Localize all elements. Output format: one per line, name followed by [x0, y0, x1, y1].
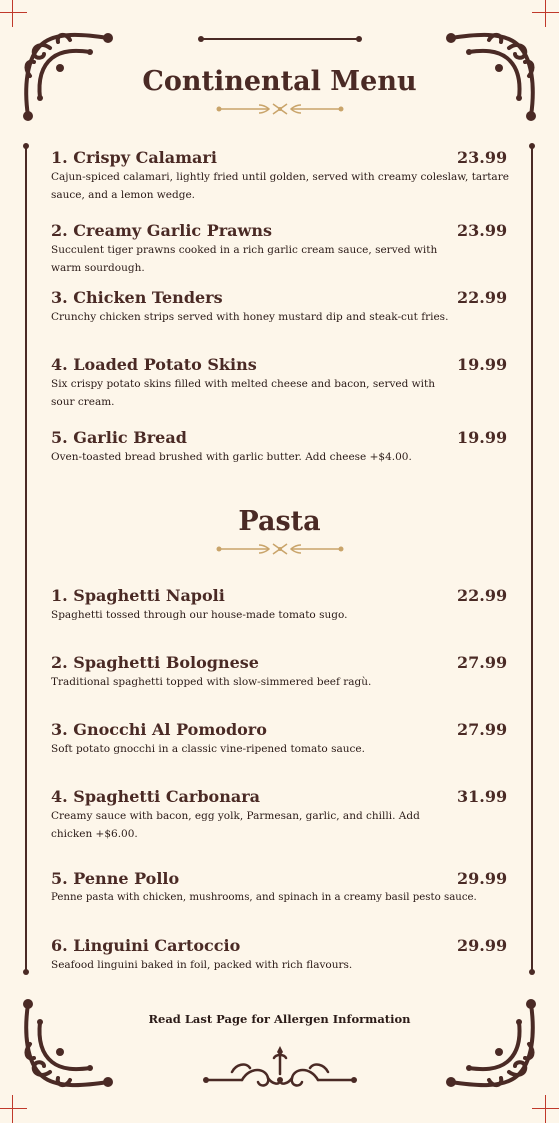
section-title-pasta: Pasta	[238, 506, 321, 537]
item-description: Crunchy chicken strips served with honey mustard dip and steak-cut fries.	[51, 311, 449, 323]
item-price: 19.99	[457, 428, 508, 447]
right-border-line	[531, 146, 533, 972]
item-description: Succulent tiger prawns cooked in a rich garlic cream sauce, served with warm sourdough.	[51, 244, 438, 274]
allergen-note: Read Last Page for Allergen Information	[148, 1012, 411, 1026]
crop-mark-top-left	[0, 0, 27, 27]
item-description: Penne pasta with chicken, mushrooms, and spinach in a creamy basil pesto sauce.	[51, 892, 477, 903]
item-price: 22.99	[457, 288, 508, 307]
item-description: Six crispy potato skins filled with melted cheese and bacon, served with sour cream.	[51, 378, 435, 408]
item-price: 31.99	[457, 787, 508, 806]
item-price: 23.99	[457, 221, 508, 240]
top-rule	[201, 38, 359, 40]
item-description: Seafood linguini baked in foil, packed with rich flavours.	[51, 959, 353, 971]
corner-flourish-icon	[20, 996, 116, 1092]
item-name: 3. Gnocchi Al Pomodoro	[51, 720, 267, 739]
item-name: 5. Garlic Bread	[51, 428, 187, 447]
item-price: 29.99	[457, 869, 508, 888]
item-name: 5. Penne Pollo	[51, 869, 180, 888]
corner-flourish-icon	[443, 996, 539, 1092]
item-name: 2. Creamy Garlic Prawns	[51, 221, 272, 240]
item-price: 27.99	[457, 720, 508, 739]
crop-mark-top-right	[532, 0, 559, 27]
item-name: 1. Crispy Calamari	[51, 148, 217, 167]
item-name: 4. Spaghetti Carbonara	[51, 787, 260, 806]
divider-ornament-icon	[0, 542, 559, 556]
item-description: Spaghetti tossed through our house-made tomato sugo.	[51, 609, 348, 621]
item-description: Soft potato gnocchi in a classic vine-ripened tomato sauce.	[51, 743, 365, 755]
item-description: Oven-toasted bread brushed with garlic butter. Add cheese +$4.00.	[51, 451, 412, 463]
item-name: 6. Linguini Cartoccio	[51, 936, 241, 955]
crop-mark-bottom-right	[532, 1095, 559, 1123]
item-price: 29.99	[457, 936, 508, 955]
item-description: Cajun-spiced calamari, lightly fried until golden, served with creamy coleslaw, tartare sauce, and a lemon wedge.	[51, 171, 509, 201]
item-price: 22.99	[457, 586, 508, 605]
item-description: Traditional spaghetti topped with slow-simmered beef ragù.	[51, 676, 372, 688]
item-name: 1. Spaghetti Napoli	[51, 586, 225, 605]
left-border-line	[25, 146, 27, 972]
crop-mark-bottom-left	[0, 1095, 27, 1123]
item-name: 2. Spaghetti Bolognese	[51, 653, 259, 672]
section-title-continental: Continental Menu	[142, 66, 417, 97]
divider-ornament-icon	[0, 102, 559, 116]
item-price: 23.99	[457, 148, 508, 167]
item-price: 19.99	[457, 355, 508, 374]
item-description: Creamy sauce with bacon, egg yolk, Parmesan, garlic, and chilli. Add chicken +$6.00.	[51, 810, 420, 840]
item-price: 27.99	[457, 653, 508, 672]
bottom-flourish-icon	[202, 1044, 358, 1092]
item-name: 3. Chicken Tenders	[51, 288, 223, 307]
item-name: 4. Loaded Potato Skins	[51, 355, 257, 374]
